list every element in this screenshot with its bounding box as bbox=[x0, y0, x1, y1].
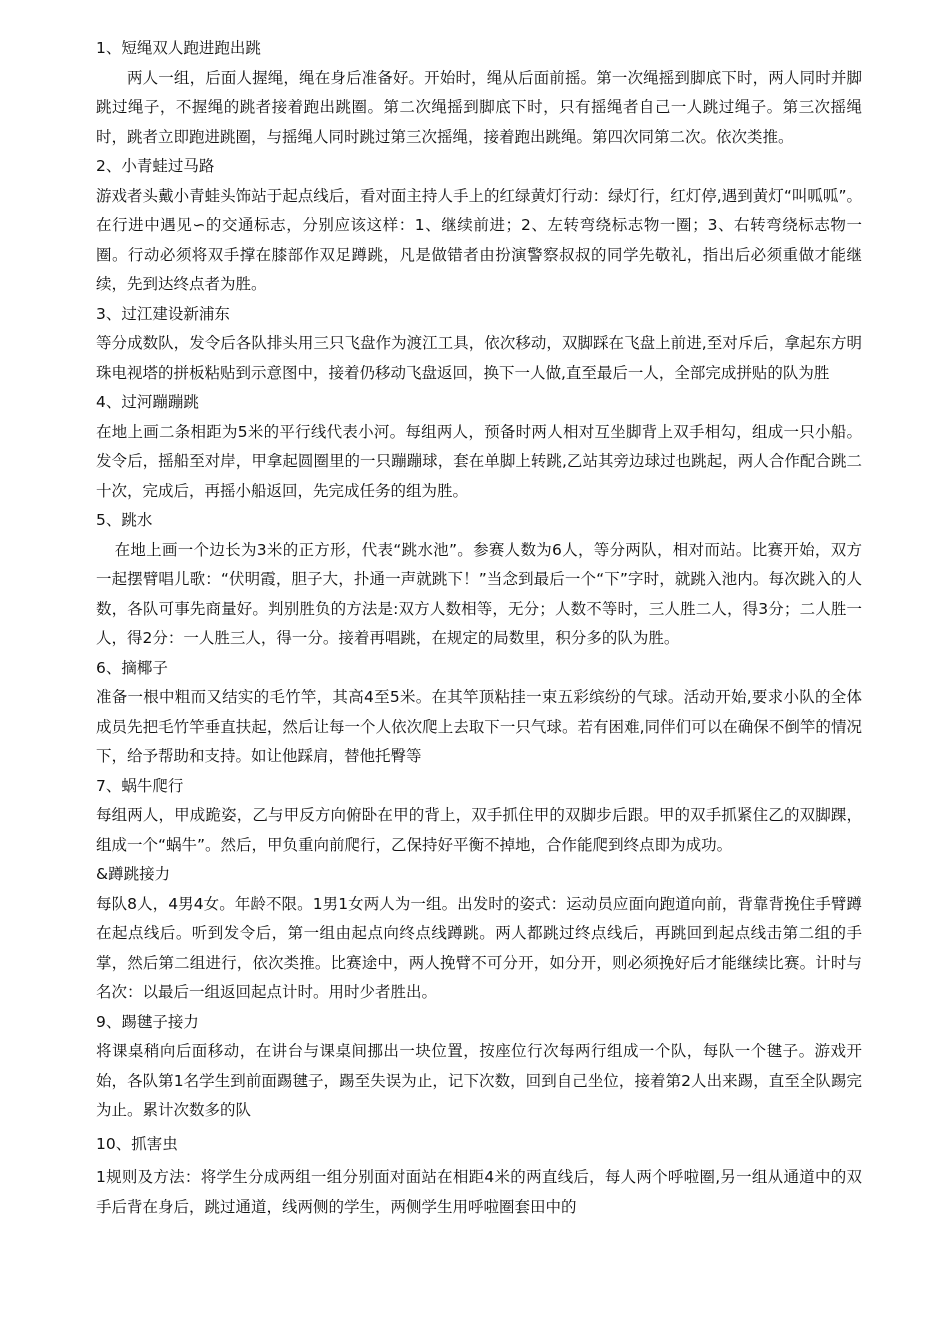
section-body-5: 在地上画一个边长为3米的正方形，代表“跳水池”。参赛人数为6人，等分两队，相对而站。比赛开始，双方一起摆臂唱儿歌：“伏明霞，胆子大，扑通一声就跳下！”当念到最后一个“下”字时，就跳入池内。每次跳入的人数，各队可事先商量好。判别胜负的方法是:双方人数相等，无分；人数不等时，三人胜二人，得3分；二人胜一人，得2分：一人胜三人，得一分。接着再唱跳，在规定的局数里，积分多的队为胜。 bbox=[96, 540, 862, 647]
section-body-9: 将课桌稍向后面移动，在讲台与课桌间挪出一块位置，按座位行次每两行组成一个队，每队一个毽子。游戏开始，各队第1名学生到前面踢毽子，踢至失误为止，记下次数，回到自己坐位，接着第2人出来踢，直至全队踢完为止。累计次数多的队 bbox=[96, 1042, 862, 1119]
section-heading-3: 3、过江建设新浦东 bbox=[96, 304, 230, 323]
section-heading-5: 5、跳水 bbox=[96, 511, 153, 529]
document-page bbox=[96, 34, 862, 1222]
section-body-2: 游戏者头戴小青蛙头饰站于起点线后，看对面主持人手上的红绿黄灯行动：绿灯行，红灯停,遇到黄灯“叫呱呱”。在行进中遇见∽的交通标志，分别应该这样：1、继续前进；2、左转弯绕标志物一圈；3、右转弯绕标志物一圈。行动必须将双手撑在膝部作双足蹲跳，凡是做错者由扮演警察叔叔的同学先敬礼，指出后必须重做才能继续，先到达终点者为胜。 bbox=[96, 186, 862, 293]
section-body-10: 1规则及方法：将学生分成两组一组分别面对面站在相距4米的两直线后，每人两个呼啦圈,另一组从通道中的双手后背在身后，跳过通道，线两侧的学生，两侧学生用呼啦圈套田中的 bbox=[96, 1168, 862, 1216]
section-body-6: 准备一根中粗而又结实的毛竹竿，其高4至5米。在其竿顶粘挂一束五彩缤纷的气球。活动开始,要求小队的全体成员先把毛竹竿垂直扶起，然后让每一个人依次爬上去取下一只气球。若有困难,同伴们可以在确保不倒竿的情况下，给予帮助和支持。如让他踩肩，替他托臀等 bbox=[96, 688, 862, 765]
section-body-8: 每队8人，4男4女。年龄不限。1男1女两人为一组。出发时的姿式：运动员应面向跑道向前，背靠背挽住手臂蹲在起点线后。听到发令后，第一组由起点向终点线蹲跳。两人都跳过终点线后，再跳回到起点线击第二组的手掌，然后第二组进行，依次类推。比赛途中，两人挽臂不可分开，如分开，则必须挽好后才能继续比赛。计时与名次：以最后一组返回起点计时。用时少者胜出。 bbox=[96, 894, 862, 1001]
section-body-3: 等分成数队，发令后各队排头用三只飞盘作为渡江工具，依次移动，双脚踩在飞盘上前进,至对斥后，拿起东方明珠电视塔的拼板粘贴到示意图中，接着仍移动飞盘返回，换下一人做,直至最后一人，全部完成拼贴的队为胜 bbox=[96, 334, 862, 382]
section-heading-2: 2、小青蛙过马路 bbox=[96, 157, 215, 175]
section-body-7: 每组两人，甲成跪姿，乙与甲反方向俯卧在甲的背上，双手抓住甲的双脚步后跟。甲的双手抓紧住乙的双脚踝，组成一个“蜗牛”。然后，甲负重向前爬行，乙保持好平衡不掉地，合作能爬到终点即为成功。 bbox=[96, 806, 862, 854]
section-body-1: 两人一组，后面人握绳，绳在身后准备好。开始时，绳从后面前摇。第一次绳摇到脚底下时，两人同时并脚跳过绳子，不握绳的跳者接着跑出跳圈。第二次绳摇到脚底下时，只有摇绳者自己一人跳过绳子。第三次摇绳时，跳者立即跑进跳圈，与摇绳人同时跳过第三次摇绳，接着跑出跳绳。第四次同第二次。依次类推。 bbox=[96, 68, 862, 146]
section-heading-6: 6、摘椰子 bbox=[96, 658, 168, 677]
section-heading-8: &蹲跳接力 bbox=[96, 865, 171, 883]
section-heading-9: 9、踢毽子接力 bbox=[96, 1012, 199, 1031]
section-heading-7: 7、蜗牛爬行 bbox=[96, 776, 184, 795]
section-heading-4: 4、过河蹦蹦跳 bbox=[96, 393, 199, 411]
section-body-4: 在地上画二条相距为5米的平行线代表小河。每组两人，预备时两人相对互坐脚背上双手相勾，组成一只小船。发令后，摇船至对岸，甲拿起圆圈里的一只蹦蹦球，套在单脚上转跳,乙站其旁边球过也跳起，两人合作配合跳二十次，完成后，再摇小船返回，先完成任务的组为胜。 bbox=[96, 422, 862, 500]
section-heading-1: 1、短绳双人跑进跑出跳 bbox=[96, 39, 261, 57]
section-heading-10: 10、抓害虫 bbox=[96, 1134, 178, 1153]
